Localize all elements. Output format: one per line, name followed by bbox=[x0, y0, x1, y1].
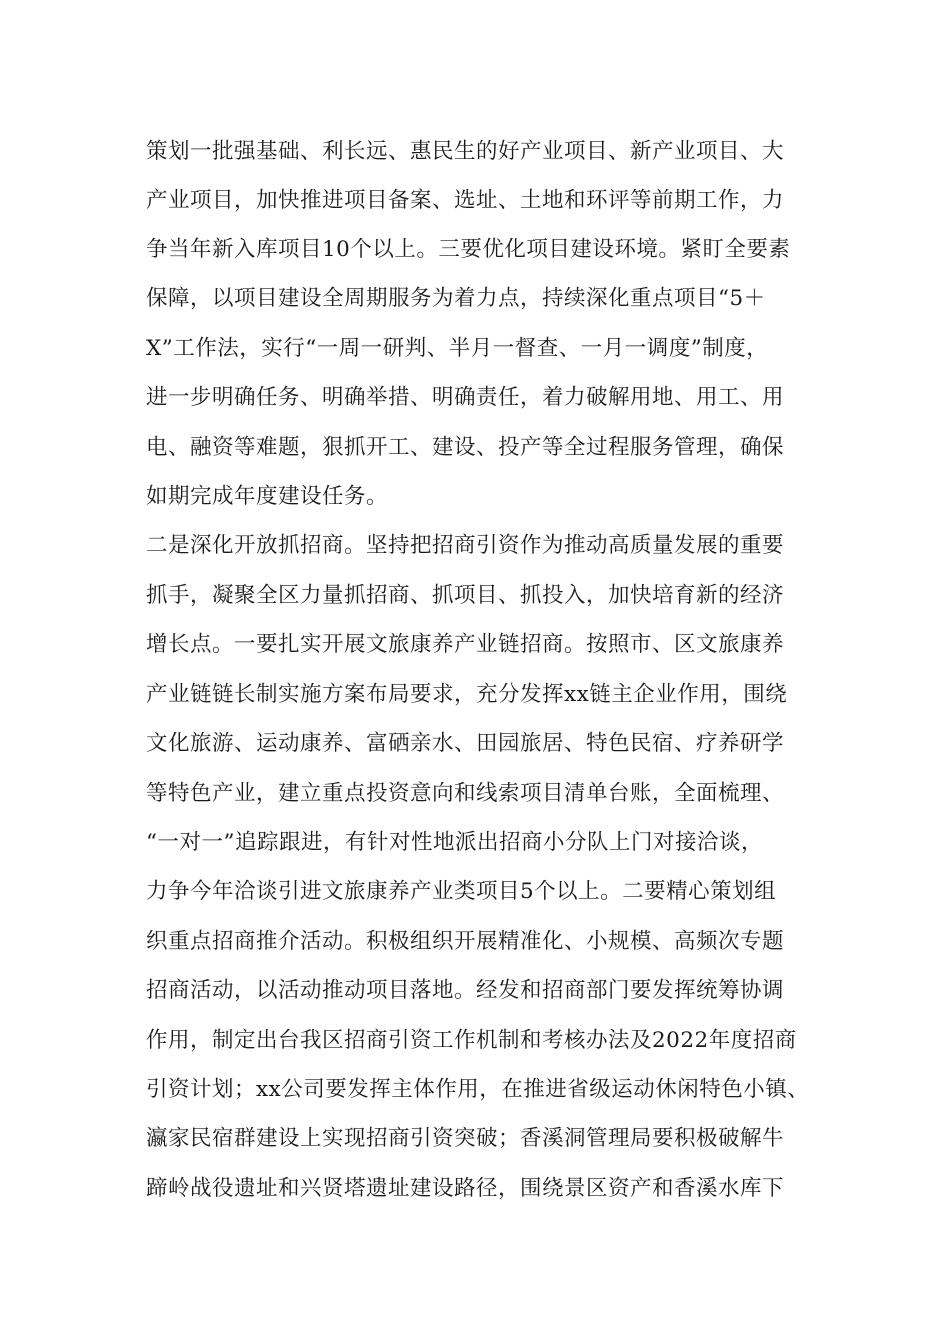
text-line: 二是深化开放抓招商。坚持把招商引资作为推动高质量发展的重要 bbox=[146, 533, 785, 558]
text-line: 进一步明确任务、明确举措、明确责任，着力破解用地、用工、用 bbox=[146, 385, 785, 410]
text-line: 招商活动，以活动推动项目落地。经发和招商部门要发挥统筹协调 bbox=[146, 978, 785, 1003]
text-line: “一对一”追踪跟进，有针对性地派出招商小分队上门对接洽谈， bbox=[146, 830, 763, 855]
text-line: 策划一批强基础、利长远、惠民生的好产业项目、新产业项目、大 bbox=[146, 139, 785, 164]
text-line: X”工作法，实行“一周一研判、半月一督查、一月一调度”制度， bbox=[146, 336, 769, 361]
text-line: 引资计划；xx公司要发挥主体作用，在推进省级运动休闲特色小镇、 bbox=[146, 1077, 810, 1102]
text-line: 抓手，凝聚全区力量抓招商、抓项目、抓投入，加快培育新的经济 bbox=[146, 583, 785, 608]
text-line: 力争今年洽谈引进文旅康养产业类项目5个以上。二要精心策划组 bbox=[146, 879, 777, 904]
text-line: 产业项目，加快推进项目备案、选址、土地和环评等前期工作，力 bbox=[146, 188, 785, 213]
text-line: 文化旅游、运动康养、富硒亲水、田园旅居、特色民宿、疗养研学 bbox=[146, 731, 785, 756]
text-line: 等特色产业，建立重点投资意向和线索项目清单台账，全面梳理、 bbox=[146, 781, 785, 806]
text-line: 织重点招商推介活动。积极组织开展精准化、小规模、高频次专题 bbox=[146, 929, 785, 954]
text-line: 电、融资等难题，狠抓开工、建设、投产等全过程服务管理，确保 bbox=[146, 435, 785, 460]
text-line: 作用，制定出台我区招商引资工作机制和考核办法及2022年度招商 bbox=[146, 1028, 797, 1053]
text-line: 增长点。一要扎实开展文旅康养产业链招商。按照市、区文旅康养 bbox=[146, 632, 785, 657]
text-line: 产业链链长制实施方案布局要求，充分发挥xx链主企业作用，围绕 bbox=[146, 682, 788, 707]
text-line: 如期完成年度建设任务。 bbox=[146, 484, 389, 509]
text-line: 保障，以项目建设全周期服务为着力点，持续深化重点项目“5＋ bbox=[146, 286, 766, 311]
text-line: 蹄岭战役遗址和兴贤塔遗址建设路径，围绕景区资产和香溪水库下 bbox=[146, 1176, 785, 1201]
text-line: 瀛家民宿群建设上实现招商引资突破；香溪洞管理局要积极破解牛 bbox=[146, 1126, 785, 1151]
text-line: 争当年新入库项目10个以上。三要优化项目建设环境。紧盯全要素 bbox=[146, 237, 791, 262]
